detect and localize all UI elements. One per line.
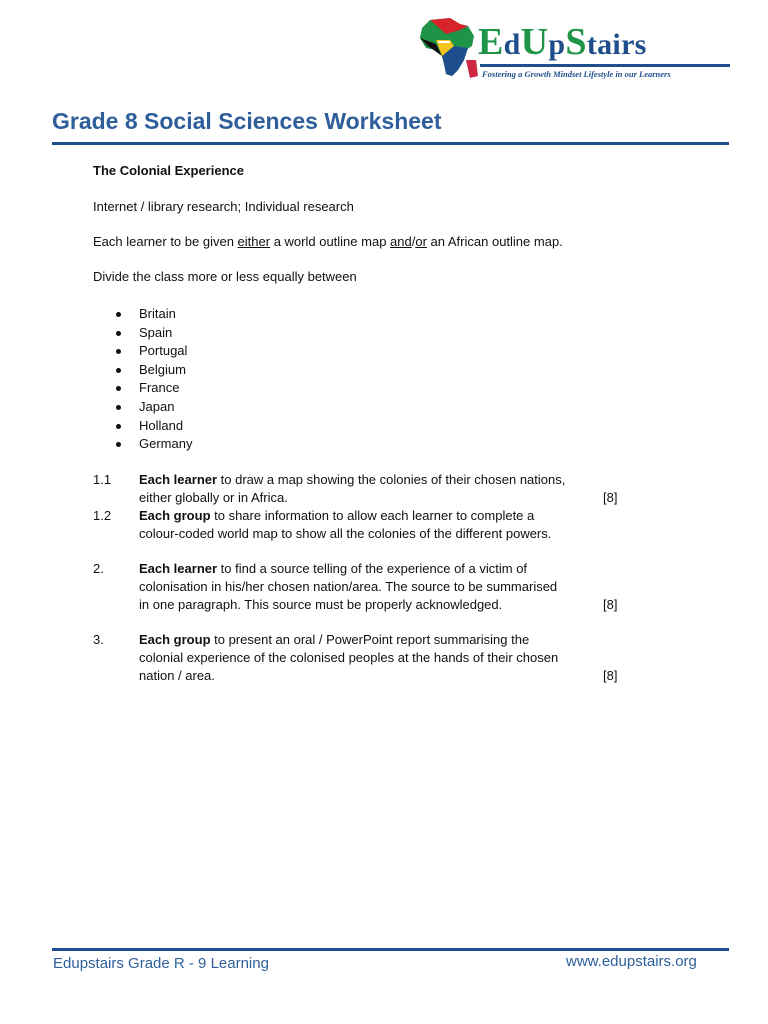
task-line: in one paragraph. This source must be properly acknowledged.: [139, 597, 503, 612]
footer-divider: [52, 948, 729, 951]
task-text: to share information to allow each learner to complete a: [210, 508, 535, 523]
learner-map-line: [93, 233, 563, 251]
task-number: 1.2: [93, 508, 112, 523]
logo-tagline: Fostering a Growth Mindset Lifestyle in our Learners: [482, 69, 671, 79]
logo-divider: [480, 64, 730, 67]
task-line: [139, 507, 534, 525]
task-number: 2.: [93, 561, 104, 576]
task-mark: [8]: [603, 490, 618, 505]
task-mark: [8]: [603, 668, 618, 683]
edupstairs-logo: [416, 14, 732, 82]
country-item: Belgium: [116, 361, 192, 380]
country-item: Japan: [116, 398, 192, 417]
task-line: colonial experience of the colonised peoples at the hands of their chosen: [139, 650, 559, 665]
country-item: France: [116, 379, 192, 398]
task-number: 3.: [93, 632, 104, 647]
title-divider: [52, 142, 729, 145]
either-emphasis: either: [237, 234, 271, 249]
brand-letters-tairs: tairs: [586, 28, 647, 61]
task-text: to find a source telling of the experience of a victim of: [217, 561, 528, 576]
country-item: Spain: [116, 324, 192, 343]
task-number: 1.1: [93, 472, 112, 487]
task-text: to present an oral / PowerPoint report summarising the: [210, 632, 530, 647]
brand-name: [478, 20, 647, 64]
task-line: colonisation in his/her chosen nation/area. The source to be summarised: [139, 579, 558, 594]
task-text: to draw a map showing the colonies of their chosen nations,: [217, 472, 566, 487]
country-item: Holland: [116, 417, 192, 436]
task-line: nation / area.: [139, 668, 215, 683]
task-subject: Each learner: [139, 561, 218, 576]
brand-letter-p: p: [548, 28, 566, 61]
section-heading: The Colonial Experience: [93, 163, 244, 178]
footer-left-text: Edupstairs Grade R - 9 Learning: [53, 955, 269, 972]
and-emphasis: and: [390, 234, 412, 249]
africa-map-flag-icon: [416, 16, 480, 80]
country-item: Germany: [116, 435, 192, 454]
task-line: colour-coded world map to show all the colonies of the different powers.: [139, 526, 552, 541]
task-subject: Each group: [139, 632, 211, 647]
page-title: Grade 8 Social Sciences Worksheet: [52, 108, 442, 134]
learner-map-text: an African outline map.: [426, 234, 563, 249]
slash-text: /: [411, 234, 416, 249]
task-mark: [8]: [603, 597, 618, 612]
brand-letter-d: d: [503, 28, 521, 61]
or-emphasis: or: [415, 234, 427, 249]
task-line: [139, 631, 529, 649]
learner-map-text: a world outline map: [270, 234, 391, 249]
task-subject: Each learner: [139, 472, 218, 487]
brand-letter-u: U: [520, 21, 549, 63]
brand-letter-e: E: [478, 21, 504, 63]
country-list: [116, 305, 192, 454]
footer-website-link[interactable]: www.edupstairs.org: [566, 953, 697, 970]
learner-map-text: Each learner to be given: [93, 234, 238, 249]
task-line: [139, 471, 565, 489]
country-item: Portugal: [116, 342, 192, 361]
divide-line: Divide the class more or less equally between: [93, 269, 357, 284]
country-item: Britain: [116, 305, 192, 324]
task-line: [139, 560, 527, 578]
task-subject: Each group: [139, 508, 211, 523]
brand-letter-s: S: [565, 21, 587, 63]
task-line: either globally or in Africa.: [139, 490, 288, 505]
research-line: Internet / library research; Individual research: [93, 199, 354, 214]
